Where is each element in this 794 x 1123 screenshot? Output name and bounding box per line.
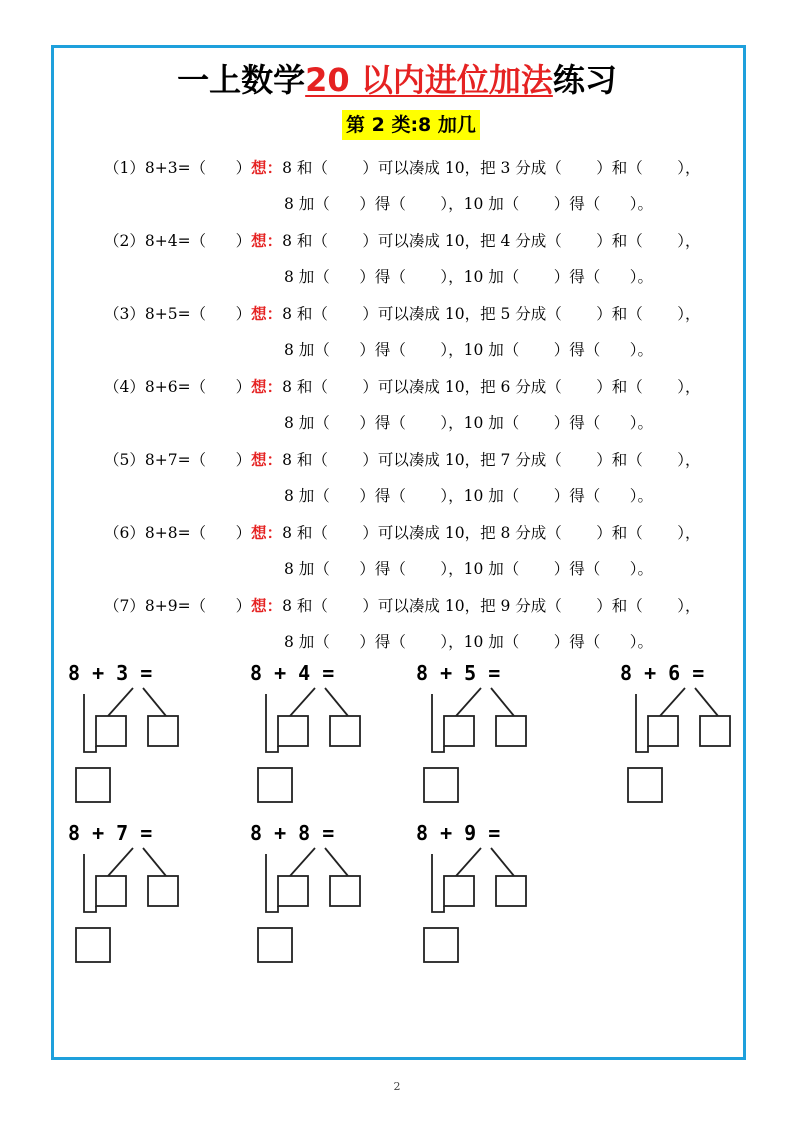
exercise-hint-b[interactable]: 8 加（ ）得（ ），10 加（ ）得（ ）。	[284, 560, 654, 578]
answer-box[interactable]	[148, 716, 178, 746]
split-diagram	[250, 660, 410, 810]
split-line-right	[695, 688, 718, 716]
exercise-equation[interactable]: （6）8+8=（ ）	[104, 524, 252, 542]
diagram-equation: 8 + 3 =	[68, 661, 153, 685]
bracket-line	[636, 694, 648, 752]
think-label: 想：	[251, 304, 283, 323]
split-line-left	[456, 848, 481, 876]
exercise-hint-b[interactable]: 8 加（ ）得（ ），10 加（ ）得（ ）。	[284, 414, 654, 432]
category-label: 第 2 类:8 加几	[342, 110, 480, 140]
exercise-question-line	[104, 521, 701, 545]
think-label: 想：	[251, 596, 283, 615]
exercise-question-line	[104, 302, 701, 326]
split-diagram	[68, 660, 228, 810]
split-line-left	[290, 688, 315, 716]
exercise-equation[interactable]: （1）8+3=（ ）	[104, 159, 252, 177]
page-title	[0, 58, 794, 102]
sum-box[interactable]	[76, 928, 110, 962]
diagram-equation: 8 + 8 =	[250, 821, 335, 845]
exercise-hint-b[interactable]: 8 加（ ）得（ ），10 加（ ）得（ ）。	[284, 341, 654, 359]
split-line-left	[290, 848, 315, 876]
bracket-line	[432, 854, 444, 912]
split-line-right	[143, 848, 166, 876]
split-line-right	[325, 848, 348, 876]
sum-box[interactable]	[424, 928, 458, 962]
decomposition-diagram	[620, 660, 780, 810]
answer-box[interactable]	[278, 716, 308, 746]
diagram-equation: 8 + 5 =	[416, 661, 501, 685]
sum-box[interactable]	[76, 768, 110, 802]
exercise-equation[interactable]: （2）8+4=（ ）	[104, 232, 252, 250]
split-diagram	[416, 820, 576, 970]
bracket-line	[266, 854, 278, 912]
exercise-equation[interactable]: （5）8+7=（ ）	[104, 451, 252, 469]
exercise-question-line	[104, 375, 701, 399]
decomposition-diagram	[250, 820, 410, 970]
answer-box[interactable]	[444, 876, 474, 906]
exercise-hint-a[interactable]: 8 和（ ）可以凑成 10，把 9 分成（ ）和（ ），	[282, 597, 701, 615]
exercise-hint-a[interactable]: 8 和（ ）可以凑成 10，把 8 分成（ ）和（ ），	[282, 524, 701, 542]
split-line-right	[491, 688, 514, 716]
bracket-line	[84, 854, 96, 912]
exercise-question-line	[104, 229, 701, 253]
exercise-hint-a[interactable]: 8 和（ ）可以凑成 10，把 4 分成（ ）和（ ），	[282, 232, 701, 250]
exercise-hint-a[interactable]: 8 和（ ）可以凑成 10，把 7 分成（ ）和（ ），	[282, 451, 701, 469]
diagram-equation: 8 + 4 =	[250, 661, 335, 685]
answer-box[interactable]	[700, 716, 730, 746]
exercise-equation[interactable]: （7）8+9=（ ）	[104, 597, 252, 615]
split-diagram	[416, 660, 576, 810]
bracket-line	[84, 694, 96, 752]
decomposition-diagram	[68, 660, 228, 810]
split-line-left	[108, 848, 133, 876]
answer-box[interactable]	[496, 876, 526, 906]
answer-box[interactable]	[148, 876, 178, 906]
diagram-equation: 8 + 6 =	[620, 661, 705, 685]
title-topic: 20 以内进位加法	[305, 61, 553, 99]
think-label: 想：	[251, 523, 283, 542]
sum-box[interactable]	[628, 768, 662, 802]
think-label: 想：	[251, 450, 283, 469]
diagram-equation: 8 + 7 =	[68, 821, 153, 845]
exercise-hint-b[interactable]: 8 加（ ）得（ ），10 加（ ）得（ ）。	[284, 633, 654, 651]
answer-box[interactable]	[96, 876, 126, 906]
exercise-question-line	[104, 156, 701, 180]
answer-box[interactable]	[330, 716, 360, 746]
decomposition-diagram	[416, 820, 576, 970]
diagram-equation: 8 + 9 =	[416, 821, 501, 845]
exercise-hint-a[interactable]: 8 和（ ）可以凑成 10，把 6 分成（ ）和（ ），	[282, 378, 701, 396]
split-line-left	[108, 688, 133, 716]
answer-box[interactable]	[330, 876, 360, 906]
split-diagram	[68, 820, 228, 970]
split-line-right	[491, 848, 514, 876]
sum-box[interactable]	[424, 768, 458, 802]
sum-box[interactable]	[258, 768, 292, 802]
title-grade: 一上数学	[177, 61, 306, 99]
bracket-line	[266, 694, 278, 752]
think-label: 想：	[251, 231, 283, 250]
think-label: 想：	[251, 377, 283, 396]
exercise-hint-b[interactable]: 8 加（ ）得（ ），10 加（ ）得（ ）。	[284, 195, 654, 213]
answer-box[interactable]	[444, 716, 474, 746]
decomposition-diagram	[416, 660, 576, 810]
exercise-hint-b[interactable]: 8 加（ ）得（ ），10 加（ ）得（ ）。	[284, 268, 654, 286]
split-line-left	[660, 688, 685, 716]
decomposition-diagram	[68, 820, 228, 970]
answer-box[interactable]	[648, 716, 678, 746]
exercise-hint-b[interactable]: 8 加（ ）得（ ），10 加（ ）得（ ）。	[284, 487, 654, 505]
split-line-left	[456, 688, 481, 716]
split-diagram	[620, 660, 780, 810]
decomposition-diagram	[250, 660, 410, 810]
exercise-question-line	[104, 448, 701, 472]
title-suffix: 练习	[552, 61, 617, 99]
split-diagram	[250, 820, 410, 970]
page-number: 2	[393, 1080, 401, 1093]
answer-box[interactable]	[96, 716, 126, 746]
answer-box[interactable]	[496, 716, 526, 746]
sum-box[interactable]	[258, 928, 292, 962]
think-label: 想：	[251, 158, 283, 177]
exercise-equation[interactable]: （4）8+6=（ ）	[104, 378, 252, 396]
exercise-question-line	[104, 594, 701, 618]
exercise-hint-a[interactable]: 8 和（ ）可以凑成 10，把 3 分成（ ）和（ ），	[282, 159, 701, 177]
split-line-right	[143, 688, 166, 716]
answer-box[interactable]	[278, 876, 308, 906]
bracket-line	[432, 694, 444, 752]
split-line-right	[325, 688, 348, 716]
exercise-equation[interactable]: （3）8+5=（ ）	[104, 305, 252, 323]
exercise-hint-a[interactable]: 8 和（ ）可以凑成 10，把 5 分成（ ）和（ ），	[282, 305, 701, 323]
